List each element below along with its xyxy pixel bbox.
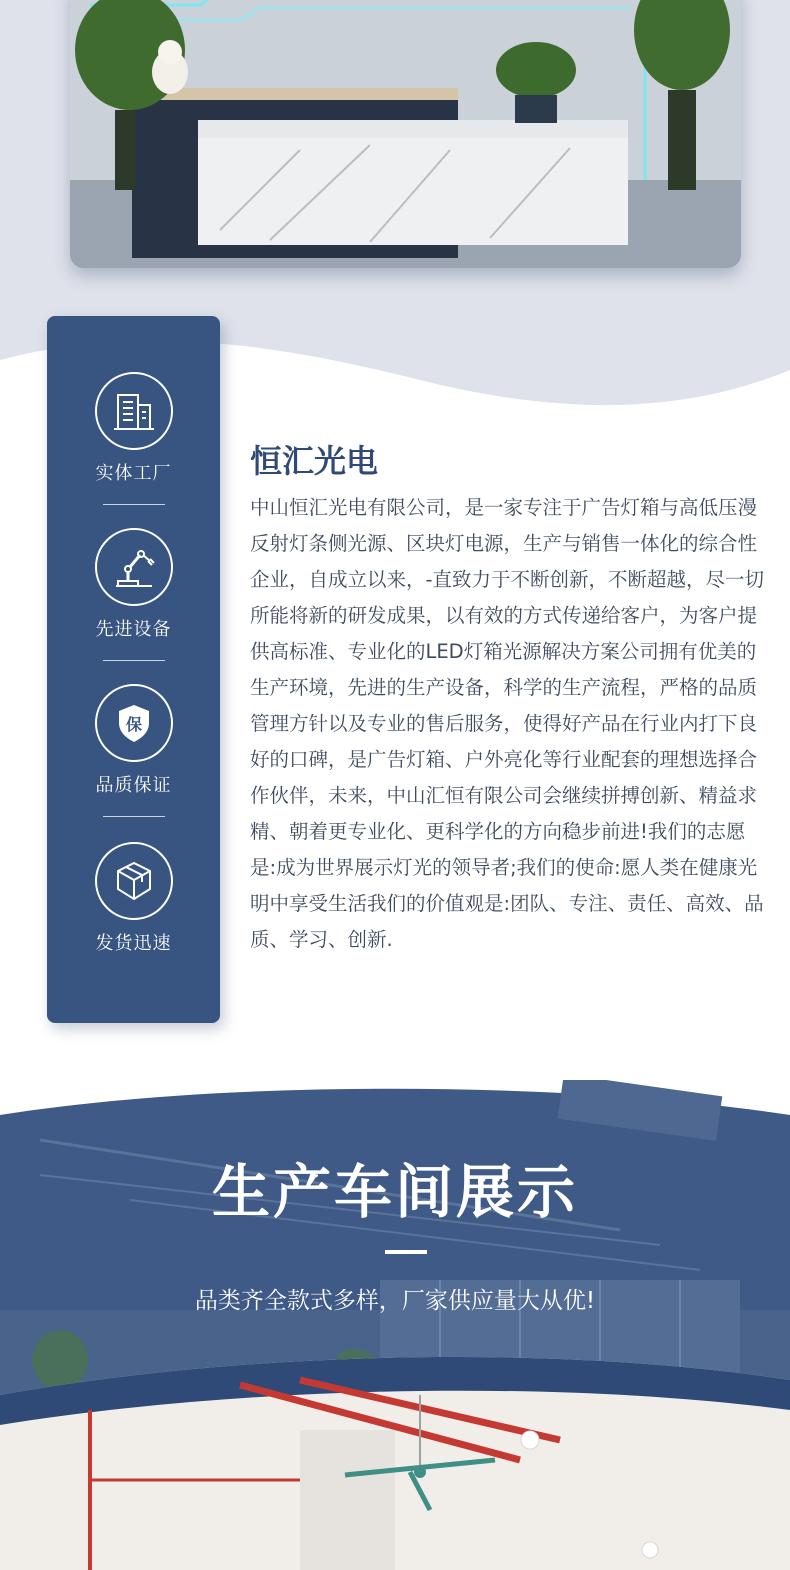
title-underline — [385, 1250, 427, 1254]
feature-divider — [103, 816, 165, 817]
feature-label: 先进设备 — [95, 619, 172, 640]
feature-panel — [47, 316, 220, 1023]
feature-divider — [103, 504, 165, 505]
feature-label: 发货迅速 — [95, 933, 172, 954]
package-box-icon — [112, 859, 156, 903]
feature-label: 实体工厂 — [95, 463, 172, 484]
company-title: 恒汇光电 — [250, 442, 379, 480]
reception-scene — [70, 0, 741, 268]
feature-label: 品质保证 — [95, 775, 172, 796]
workshop-title: 生产车间展示 — [211, 1158, 578, 1226]
company-description: 中山恒汇光电有限公司，是一家专注于广告灯箱与高低压漫反射灯条侧光源、区块灯电源，生产与销售一体化的综合性企业，自成立以来，-直致力于不断创新，不断超越，尽一切所能将新的研发成果，以有效的方式传递给客户，为客户提供高标准、专业化的LED灯箱光源解决方案公司拥有优美的生产环境，先进的生产设备，科学的生产流程，严格的品质管理方针以及专业的售后服务，使得好产品在行业内打下良好的口碑，是广告灯箱、户外亮化等行业配套的理想选择合作伙伴，未来，中山汇恒有限公司会继续拼搏创新、精益求精、朝着更专业化、更科学化的方向稳步前进!我们的志愿是:成为世界展示灯光的领导者;我们的使命:愿人类在健康光明中享受生活我们的价值观是:团队、专注、责任、高效、品质、学习、创新. — [250, 496, 765, 951]
feature-icon-ring — [95, 528, 173, 606]
feature-icon-ring — [95, 684, 173, 762]
workshop-subtitle: 品类齐全款式多样，厂家供应量大从优! — [194, 1288, 596, 1314]
feature-divider — [103, 660, 165, 661]
workshop-section — [0, 1080, 790, 1570]
shield-glyph: 保 — [125, 715, 142, 734]
reception-photo — [70, 0, 741, 268]
robot-arm-icon — [112, 545, 156, 589]
feature-icon-ring — [95, 372, 173, 450]
shield-icon — [112, 701, 156, 745]
feature-quality-assurance — [47, 684, 220, 797]
feature-icon-ring — [95, 842, 173, 920]
feature-fast-shipping — [47, 842, 220, 955]
feature-advanced-equipment — [47, 528, 220, 641]
building-icon — [112, 389, 156, 433]
feature-physical-factory — [47, 372, 220, 485]
